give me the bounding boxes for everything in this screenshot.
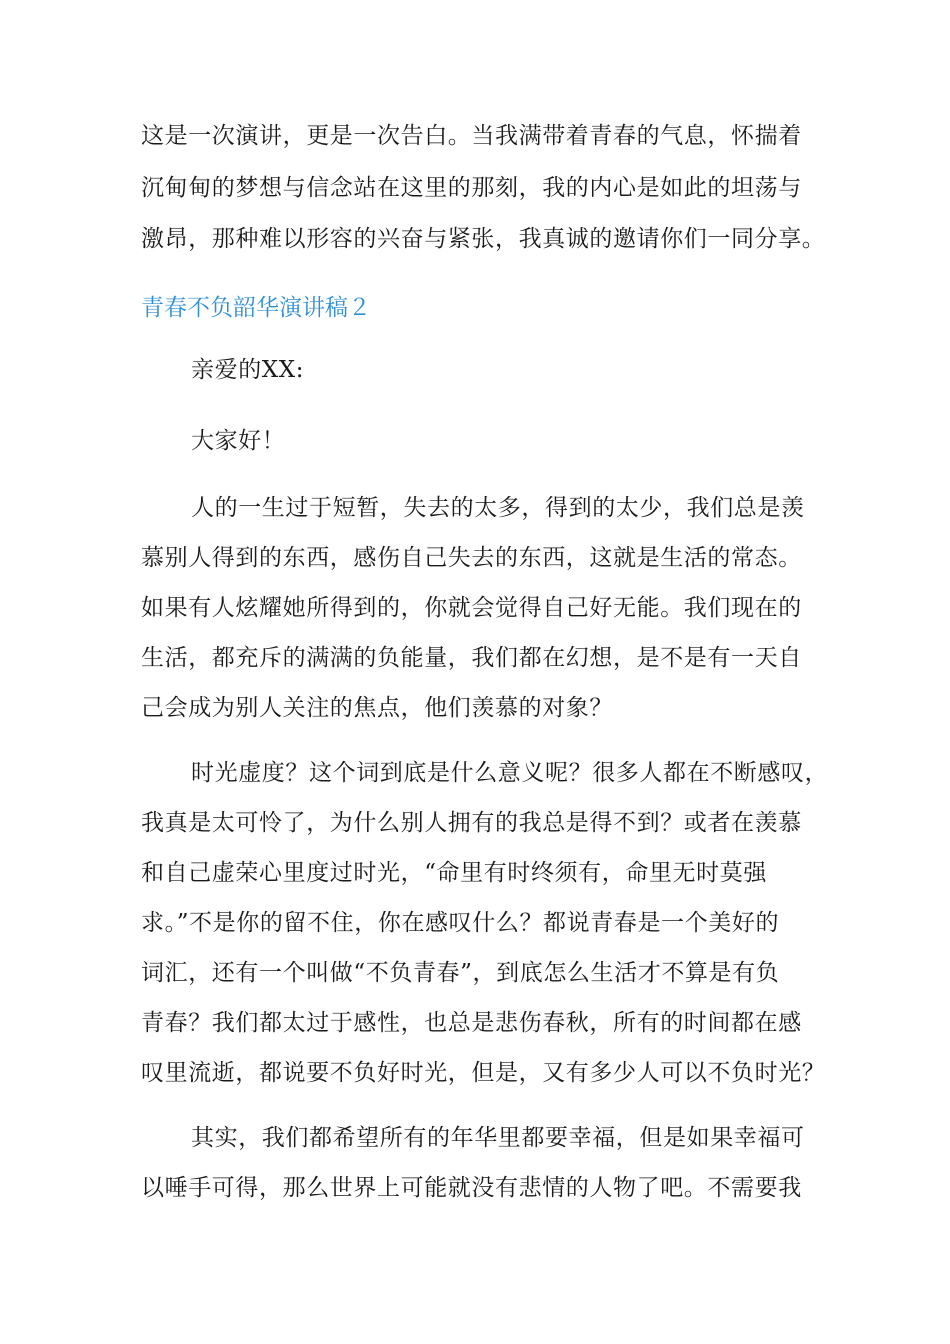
text-line: 人的一生过于短暂，失去的太多，得到的太少，我们总是羡 [191, 495, 805, 521]
text-line: 以唾手可得，那么世界上可能就没有悲情的人物了吧。不需要我 [141, 1175, 802, 1201]
text-line: 词汇，还有一个叫做“不负青春”，到底怎么生活才不算是有负 [141, 960, 780, 986]
text-line: 我真是太可怜了，为什么别人拥有的我总是得不到？或者在羡慕 [141, 810, 802, 836]
text-line: 时光虚度？这个词到底是什么意义呢？很多人都在不断感叹， [191, 760, 829, 786]
text-line: 叹里流逝，都说要不负好时光，但是，又有多少人可以不负时光？ [141, 1060, 826, 1086]
text-line: 和自己虚荣心里度过时光，“命里有时终须有，命里无时莫强 [141, 860, 767, 886]
greeting: 大家好！ [191, 428, 286, 454]
text-line: 青春？我们都太过于感性，也总是悲伤春秋，所有的时间都在感 [141, 1010, 802, 1036]
text-line: 这是一次演讲，更是一次告白。当我满带着青春的气息，怀揣着 [141, 123, 802, 149]
salutation: 亲爱的XX: [191, 357, 305, 383]
text-line: 生活，都充斥的满满的负能量，我们都在幻想，是不是有一天自 [141, 645, 802, 671]
section-heading: 青春不负韶华演讲稿２ [141, 295, 371, 321]
text-line: 求。”不是你的留不住，你在感叹什么？都说青春是一个美好的 [141, 910, 780, 936]
text-line: 如果有人炫耀她所得到的，你就会觉得自己好无能。我们现在的 [141, 595, 802, 621]
text-line: 沉甸甸的梦想与信念站在这里的那刻，我的内心是如此的坦荡与 [141, 175, 802, 201]
text-line: 其实，我们都希望所有的年华里都要幸福，但是如果幸福可 [191, 1125, 805, 1151]
text-line: 己会成为别人关注的焦点，他们羡慕的对象？ [141, 695, 613, 721]
text-line: 慕别人得到的东西，感伤自己失去的东西，这就是生活的常态。 [141, 545, 802, 571]
text-line: 激昂，那种难以形容的兴奋与紧张，我真诚的邀请你们一同分享。 [141, 226, 826, 252]
